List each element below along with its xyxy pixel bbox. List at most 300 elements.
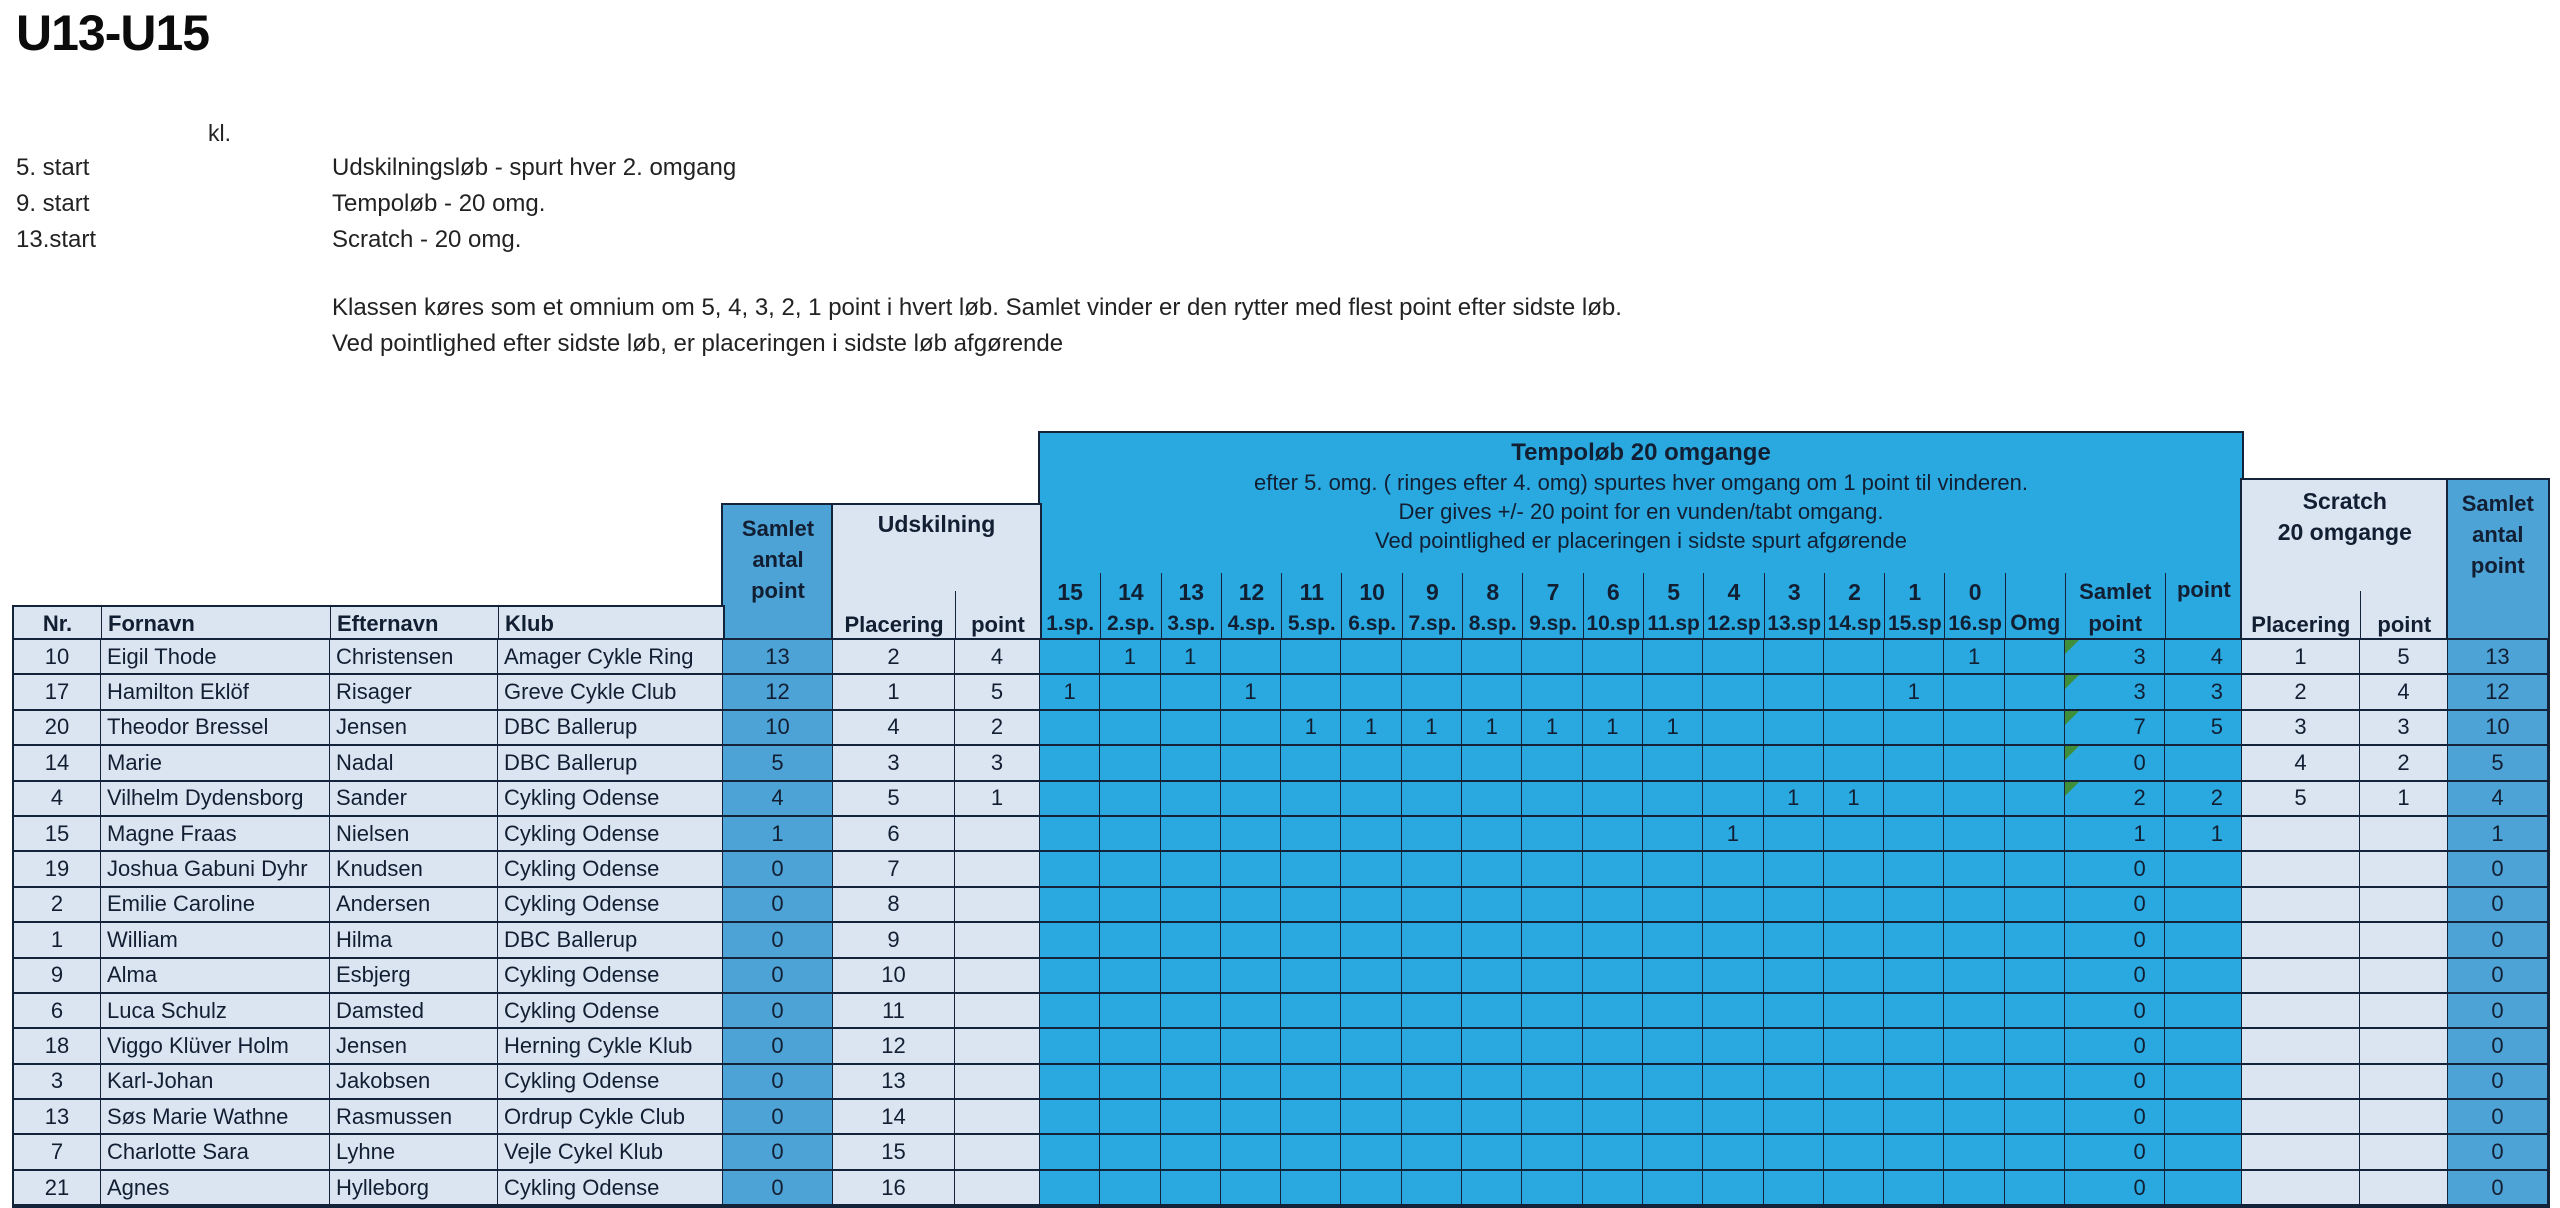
cell-scratch-placering[interactable] [2242, 994, 2360, 1029]
cell-tempo-point[interactable]: 5 [2165, 711, 2242, 746]
cell-nr[interactable]: 15 [14, 817, 101, 852]
cell-nr[interactable]: 9 [14, 959, 101, 994]
cell-sprint[interactable] [1522, 640, 1582, 675]
cell-sprint[interactable] [1824, 852, 1884, 887]
cell-sprint[interactable] [1402, 782, 1462, 817]
cell-sprint[interactable] [1884, 923, 1944, 958]
cell-udskilning-placering[interactable]: 6 [833, 817, 955, 852]
cell-udskilning-placering[interactable]: 2 [833, 640, 955, 675]
cell-nr[interactable]: 17 [14, 675, 101, 710]
cell-sprint[interactable] [1341, 1171, 1401, 1206]
cell-efternavn[interactable]: Lyhne [330, 1135, 498, 1170]
cell-sprint[interactable] [1100, 782, 1160, 817]
cell-sprint[interactable] [1884, 1100, 1944, 1135]
cell-sprint[interactable] [1703, 923, 1763, 958]
cell-samlet-antal-point-left[interactable]: 0 [723, 1135, 833, 1170]
cell-samlet-antal-point-left[interactable]: 0 [723, 888, 833, 923]
cell-samlet-antal-point-left[interactable]: 13 [723, 640, 833, 675]
cell-sprint[interactable] [1522, 994, 1582, 1029]
cell-sprint[interactable] [1764, 817, 1824, 852]
cell-sprint[interactable] [1824, 1065, 1884, 1100]
cell-scratch-placering[interactable] [2242, 852, 2360, 887]
cell-omg[interactable] [2005, 888, 2065, 923]
cell-fornavn[interactable]: Eigil Thode [101, 640, 330, 675]
cell-udskilning-point[interactable] [955, 1065, 1040, 1100]
cell-sprint[interactable] [1824, 923, 1884, 958]
cell-samlet-antal-point-left[interactable]: 4 [723, 782, 833, 817]
cell-sprint[interactable] [1703, 640, 1763, 675]
cell-omg[interactable] [2005, 852, 2065, 887]
cell-udskilning-point[interactable] [955, 994, 1040, 1029]
cell-sprint[interactable] [1583, 1100, 1643, 1135]
tempo-samlet-point-header-cell[interactable]: Samlet point [2065, 573, 2165, 640]
cell-klub[interactable]: DBC Ballerup [498, 711, 723, 746]
cell-tempo-point[interactable] [2165, 923, 2242, 958]
cell-fornavn[interactable]: Vilhelm Dydensborg [101, 782, 330, 817]
cell-fornavn[interactable]: Magne Fraas [101, 817, 330, 852]
cell-samlet-antal-point-right[interactable]: 0 [2448, 994, 2548, 1029]
cell-samlet-antal-point-left[interactable]: 0 [723, 1029, 833, 1064]
cell-sprint[interactable] [1402, 888, 1462, 923]
cell-nr[interactable]: 19 [14, 852, 101, 887]
cell-scratch-point[interactable] [2360, 994, 2448, 1029]
cell-samlet-antal-point-right[interactable]: 0 [2448, 1029, 2548, 1064]
cell-omg[interactable] [2005, 817, 2065, 852]
cell-scratch-placering[interactable]: 1 [2242, 640, 2360, 675]
cell-sprint[interactable]: 1 [1583, 711, 1643, 746]
cell-sprint[interactable] [1824, 711, 1884, 746]
cell-sprint[interactable] [1221, 817, 1281, 852]
cell-tempo-samlet-point[interactable]: 0 [2065, 746, 2165, 781]
cell-tempo-point[interactable] [2165, 1065, 2242, 1100]
cell-klub[interactable]: DBC Ballerup [498, 746, 723, 781]
cell-sprint[interactable] [1221, 640, 1281, 675]
cell-sprint[interactable] [1341, 1135, 1401, 1170]
cell-samlet-antal-point-right[interactable]: 0 [2448, 1171, 2548, 1206]
cell-sprint[interactable] [1884, 852, 1944, 887]
cell-efternavn[interactable]: Christensen [330, 640, 498, 675]
cell-tempo-samlet-point[interactable]: 2 [2065, 782, 2165, 817]
cell-tempo-samlet-point[interactable]: 0 [2065, 959, 2165, 994]
cell-sprint[interactable] [1100, 675, 1160, 710]
cell-efternavn[interactable]: Sander [330, 782, 498, 817]
cell-udskilning-point[interactable] [955, 1029, 1040, 1064]
sprint-header-cell[interactable]: 7 9.sp. [1522, 573, 1582, 640]
cell-udskilning-point[interactable] [955, 923, 1040, 958]
cell-nr[interactable]: 14 [14, 746, 101, 781]
cell-tempo-point[interactable] [2165, 888, 2242, 923]
cell-tempo-samlet-point[interactable]: 1 [2065, 817, 2165, 852]
cell-sprint[interactable] [1764, 888, 1824, 923]
cell-efternavn[interactable]: Esbjerg [330, 959, 498, 994]
nr-header[interactable]: Nr. [14, 607, 101, 640]
cell-efternavn[interactable]: Andersen [330, 888, 498, 923]
cell-sprint[interactable] [1522, 1100, 1582, 1135]
cell-samlet-antal-point-left[interactable]: 0 [723, 923, 833, 958]
cell-klub[interactable]: Amager Cykle Ring [498, 640, 723, 675]
cell-tempo-samlet-point[interactable]: 0 [2065, 1171, 2165, 1206]
cell-sprint[interactable] [1703, 852, 1763, 887]
cell-sprint[interactable] [1824, 817, 1884, 852]
cell-sprint[interactable] [1643, 1029, 1703, 1064]
cell-sprint[interactable] [1161, 888, 1221, 923]
cell-sprint[interactable] [1100, 959, 1160, 994]
cell-sprint[interactable] [1402, 640, 1462, 675]
cell-sprint[interactable] [1583, 675, 1643, 710]
cell-samlet-antal-point-right[interactable]: 4 [2448, 782, 2548, 817]
cell-sprint[interactable] [1221, 1029, 1281, 1064]
cell-samlet-antal-point-right[interactable]: 0 [2448, 888, 2548, 923]
cell-sprint[interactable] [1522, 817, 1582, 852]
cell-sprint[interactable]: 1 [1100, 640, 1160, 675]
cell-sprint[interactable] [1824, 1171, 1884, 1206]
cell-sprint[interactable] [1100, 746, 1160, 781]
cell-sprint[interactable] [1522, 923, 1582, 958]
cell-udskilning-point[interactable] [955, 1100, 1040, 1135]
cell-sprint[interactable] [1341, 1100, 1401, 1135]
cell-omg[interactable] [2005, 1100, 2065, 1135]
cell-sprint[interactable] [1462, 1171, 1522, 1206]
cell-sprint[interactable] [1643, 1100, 1703, 1135]
cell-sprint[interactable] [1221, 1100, 1281, 1135]
omg-header-cell[interactable]: Omg [2005, 573, 2065, 640]
cell-sprint[interactable] [1341, 746, 1401, 781]
cell-efternavn[interactable]: Jensen [330, 1029, 498, 1064]
cell-tempo-point[interactable] [2165, 852, 2242, 887]
cell-sprint[interactable] [1583, 888, 1643, 923]
sprint-header-cell[interactable]: 2 14.sp [1824, 573, 1884, 640]
sprint-header-cell[interactable]: 12 4.sp. [1221, 573, 1281, 640]
cell-sprint[interactable]: 1 [1341, 711, 1401, 746]
cell-sprint[interactable] [1703, 675, 1763, 710]
cell-sprint[interactable] [1764, 711, 1824, 746]
cell-sprint[interactable]: 1 [1884, 675, 1944, 710]
cell-scratch-point[interactable] [2360, 1029, 2448, 1064]
cell-samlet-antal-point-left[interactable]: 0 [723, 852, 833, 887]
cell-sprint[interactable] [1703, 1029, 1763, 1064]
cell-omg[interactable] [2005, 640, 2065, 675]
cell-nr[interactable]: 3 [14, 1065, 101, 1100]
cell-fornavn[interactable]: Emilie Caroline [101, 888, 330, 923]
cell-samlet-antal-point-right[interactable]: 12 [2448, 675, 2548, 710]
cell-scratch-placering[interactable]: 5 [2242, 782, 2360, 817]
cell-efternavn[interactable]: Hilma [330, 923, 498, 958]
cell-sprint[interactable] [1944, 817, 2004, 852]
cell-sprint[interactable] [1161, 1065, 1221, 1100]
cell-sprint[interactable] [1341, 640, 1401, 675]
cell-sprint[interactable] [1944, 959, 2004, 994]
cell-sprint[interactable] [1040, 852, 1100, 887]
cell-sprint[interactable] [1643, 959, 1703, 994]
cell-omg[interactable] [2005, 923, 2065, 958]
cell-sprint[interactable]: 1 [1402, 711, 1462, 746]
cell-sprint[interactable] [1884, 711, 1944, 746]
cell-fornavn[interactable]: Charlotte Sara [101, 1135, 330, 1170]
cell-sprint[interactable] [1643, 675, 1703, 710]
cell-sprint[interactable] [1462, 640, 1522, 675]
cell-sprint[interactable] [1884, 959, 1944, 994]
cell-scratch-placering[interactable] [2242, 923, 2360, 958]
cell-sprint[interactable] [1281, 923, 1341, 958]
cell-sprint[interactable] [1402, 1029, 1462, 1064]
cell-sprint[interactable] [1462, 1065, 1522, 1100]
cell-sprint[interactable] [1462, 1135, 1522, 1170]
cell-sprint[interactable] [1703, 1100, 1763, 1135]
cell-sprint[interactable] [1643, 1135, 1703, 1170]
cell-sprint[interactable] [1522, 888, 1582, 923]
cell-sprint[interactable] [1824, 1135, 1884, 1170]
cell-sprint[interactable] [1884, 746, 1944, 781]
cell-samlet-antal-point-right[interactable]: 10 [2448, 711, 2548, 746]
cell-efternavn[interactable]: Knudsen [330, 852, 498, 887]
cell-samlet-antal-point-right[interactable]: 0 [2448, 923, 2548, 958]
cell-sprint[interactable] [1040, 959, 1100, 994]
cell-sprint[interactable] [1281, 888, 1341, 923]
cell-scratch-placering[interactable] [2242, 1029, 2360, 1064]
cell-sprint[interactable] [1341, 782, 1401, 817]
cell-fornavn[interactable]: Theodor Bressel [101, 711, 330, 746]
cell-efternavn[interactable]: Nadal [330, 746, 498, 781]
klub-header[interactable]: Klub [498, 607, 723, 640]
cell-sprint[interactable] [1402, 1135, 1462, 1170]
cell-scratch-point[interactable] [2360, 852, 2448, 887]
cell-udskilning-point[interactable] [955, 959, 1040, 994]
sprint-header-cell[interactable]: 10 6.sp. [1341, 573, 1401, 640]
cell-scratch-point[interactable]: 4 [2360, 675, 2448, 710]
cell-sprint[interactable]: 1 [1824, 782, 1884, 817]
cell-sprint[interactable] [1522, 782, 1582, 817]
cell-sprint[interactable] [1824, 746, 1884, 781]
cell-udskilning-placering[interactable]: 1 [833, 675, 955, 710]
cell-sprint[interactable] [1402, 852, 1462, 887]
cell-sprint[interactable] [1221, 1065, 1281, 1100]
cell-efternavn[interactable]: Jensen [330, 711, 498, 746]
cell-sprint[interactable] [1703, 1065, 1763, 1100]
cell-sprint[interactable] [1944, 1065, 2004, 1100]
cell-sprint[interactable] [1040, 1171, 1100, 1206]
cell-sprint[interactable] [1221, 711, 1281, 746]
udskilning-placering-header[interactable]: Placering [844, 612, 944, 637]
cell-sprint[interactable] [1764, 959, 1824, 994]
cell-sprint[interactable] [1402, 1065, 1462, 1100]
cell-tempo-samlet-point[interactable]: 3 [2065, 675, 2165, 710]
cell-scratch-point[interactable] [2360, 923, 2448, 958]
cell-sprint[interactable] [1100, 817, 1160, 852]
cell-sprint[interactable] [1824, 888, 1884, 923]
cell-fornavn[interactable]: Alma [101, 959, 330, 994]
cell-sprint[interactable] [1522, 746, 1582, 781]
cell-sprint[interactable] [1583, 959, 1643, 994]
cell-fornavn[interactable]: William [101, 923, 330, 958]
cell-sprint[interactable] [1341, 959, 1401, 994]
cell-samlet-antal-point-left[interactable]: 0 [723, 1100, 833, 1135]
cell-tempo-point[interactable]: 4 [2165, 640, 2242, 675]
cell-sprint[interactable] [1643, 1065, 1703, 1100]
cell-sprint[interactable]: 1 [1281, 711, 1341, 746]
cell-sprint[interactable] [1522, 675, 1582, 710]
cell-nr[interactable]: 13 [14, 1100, 101, 1135]
cell-sprint[interactable] [1764, 675, 1824, 710]
cell-udskilning-placering[interactable]: 12 [833, 1029, 955, 1064]
cell-scratch-point[interactable]: 3 [2360, 711, 2448, 746]
cell-samlet-antal-point-left[interactable]: 10 [723, 711, 833, 746]
cell-tempo-point[interactable] [2165, 959, 2242, 994]
cell-sprint[interactable] [1522, 852, 1582, 887]
cell-sprint[interactable] [1281, 1100, 1341, 1135]
cell-sprint[interactable] [1281, 817, 1341, 852]
cell-sprint[interactable] [1221, 1135, 1281, 1170]
cell-samlet-antal-point-left[interactable]: 0 [723, 959, 833, 994]
cell-klub[interactable]: Cykling Odense [498, 959, 723, 994]
cell-samlet-antal-point-right[interactable]: 0 [2448, 1135, 2548, 1170]
tempo-point-header-cell[interactable]: point [2165, 573, 2242, 640]
cell-sprint[interactable] [1161, 1135, 1221, 1170]
cell-sprint[interactable] [1161, 923, 1221, 958]
cell-sprint[interactable] [1221, 888, 1281, 923]
cell-sprint[interactable] [1643, 852, 1703, 887]
cell-sprint[interactable] [1764, 852, 1824, 887]
cell-sprint[interactable] [1040, 746, 1100, 781]
cell-omg[interactable] [2005, 711, 2065, 746]
cell-sprint[interactable] [1161, 782, 1221, 817]
cell-sprint[interactable] [1462, 817, 1522, 852]
cell-sprint[interactable] [1522, 1135, 1582, 1170]
cell-scratch-placering[interactable] [2242, 1135, 2360, 1170]
cell-scratch-placering[interactable]: 2 [2242, 675, 2360, 710]
cell-sprint[interactable] [1221, 959, 1281, 994]
cell-samlet-antal-point-left[interactable]: 5 [723, 746, 833, 781]
cell-sprint[interactable] [1764, 640, 1824, 675]
cell-udskilning-point[interactable]: 3 [955, 746, 1040, 781]
cell-sprint[interactable] [1281, 782, 1341, 817]
cell-sprint[interactable] [1583, 1065, 1643, 1100]
cell-nr[interactable]: 21 [14, 1171, 101, 1206]
cell-sprint[interactable] [1884, 1171, 1944, 1206]
cell-sprint[interactable] [1462, 959, 1522, 994]
cell-tempo-point[interactable]: 3 [2165, 675, 2242, 710]
cell-udskilning-placering[interactable]: 13 [833, 1065, 955, 1100]
cell-samlet-antal-point-right[interactable]: 0 [2448, 1100, 2548, 1135]
cell-tempo-samlet-point[interactable]: 3 [2065, 640, 2165, 675]
sprint-header-cell[interactable]: 15 1.sp. [1046, 579, 1095, 635]
cell-tempo-point[interactable] [2165, 1135, 2242, 1170]
cell-sprint[interactable] [1824, 959, 1884, 994]
cell-udskilning-placering[interactable]: 4 [833, 711, 955, 746]
cell-sprint[interactable] [1462, 852, 1522, 887]
cell-sprint[interactable] [1824, 994, 1884, 1029]
cell-udskilning-point[interactable] [955, 817, 1040, 852]
cell-udskilning-placering[interactable]: 16 [833, 1171, 955, 1206]
udskilning-point-header[interactable]: point [955, 591, 1040, 640]
cell-sprint[interactable] [1161, 852, 1221, 887]
cell-sprint[interactable] [1764, 1065, 1824, 1100]
cell-sprint[interactable] [1764, 1135, 1824, 1170]
cell-sprint[interactable] [1643, 888, 1703, 923]
cell-sprint[interactable]: 1 [1764, 782, 1824, 817]
cell-sprint[interactable] [1100, 711, 1160, 746]
cell-sprint[interactable] [1221, 782, 1281, 817]
cell-omg[interactable] [2005, 959, 2065, 994]
samlet-antal-point-right-header[interactable]: Samlet antal point [2448, 480, 2548, 640]
cell-sprint[interactable] [1281, 675, 1341, 710]
cell-tempo-point[interactable] [2165, 1100, 2242, 1135]
cell-scratch-placering[interactable] [2242, 959, 2360, 994]
cell-udskilning-point[interactable]: 1 [955, 782, 1040, 817]
cell-efternavn[interactable]: Damsted [330, 994, 498, 1029]
cell-sprint[interactable] [1462, 782, 1522, 817]
cell-sprint[interactable] [1583, 1171, 1643, 1206]
cell-klub[interactable]: Cykling Odense [498, 782, 723, 817]
cell-sprint[interactable] [1341, 1029, 1401, 1064]
cell-samlet-antal-point-right[interactable]: 1 [2448, 817, 2548, 852]
cell-tempo-point[interactable]: 1 [2165, 817, 2242, 852]
cell-sprint[interactable] [1643, 782, 1703, 817]
cell-scratch-placering[interactable] [2242, 888, 2360, 923]
cell-sprint[interactable] [1643, 817, 1703, 852]
cell-sprint[interactable] [1221, 852, 1281, 887]
cell-scratch-placering[interactable]: 4 [2242, 746, 2360, 781]
cell-omg[interactable] [2005, 675, 2065, 710]
cell-fornavn[interactable]: Hamilton Eklöf [101, 675, 330, 710]
cell-omg[interactable] [2005, 782, 2065, 817]
cell-tempo-point[interactable] [2165, 746, 2242, 781]
cell-sprint[interactable] [1703, 1135, 1763, 1170]
cell-sprint[interactable] [1703, 746, 1763, 781]
cell-sprint[interactable] [1643, 746, 1703, 781]
cell-tempo-samlet-point[interactable]: 0 [2065, 852, 2165, 887]
cell-sprint[interactable] [1221, 1171, 1281, 1206]
cell-sprint[interactable] [1100, 994, 1160, 1029]
cell-klub[interactable]: Ordrup Cykle Club [498, 1100, 723, 1135]
cell-samlet-antal-point-left[interactable]: 1 [723, 817, 833, 852]
cell-sprint[interactable] [1944, 711, 2004, 746]
cell-sprint[interactable] [1944, 746, 2004, 781]
cell-sprint[interactable] [1583, 1135, 1643, 1170]
cell-sprint[interactable] [1040, 1065, 1100, 1100]
cell-udskilning-point[interactable]: 4 [955, 640, 1040, 675]
cell-sprint[interactable] [1341, 888, 1401, 923]
cell-sprint[interactable] [1884, 1065, 1944, 1100]
cell-nr[interactable]: 18 [14, 1029, 101, 1064]
cell-sprint[interactable] [1884, 888, 1944, 923]
cell-scratch-point[interactable] [2360, 1065, 2448, 1100]
cell-udskilning-placering[interactable]: 14 [833, 1100, 955, 1135]
cell-sprint[interactable] [1100, 852, 1160, 887]
cell-sprint[interactable] [1703, 994, 1763, 1029]
cell-sprint[interactable] [1281, 1065, 1341, 1100]
cell-klub[interactable]: Cykling Odense [498, 888, 723, 923]
cell-sprint[interactable] [1402, 1171, 1462, 1206]
cell-sprint[interactable] [1040, 711, 1100, 746]
cell-sprint[interactable] [1281, 1171, 1341, 1206]
cell-sprint[interactable] [1402, 675, 1462, 710]
cell-sprint[interactable] [1703, 711, 1763, 746]
cell-sprint[interactable] [1040, 888, 1100, 923]
cell-sprint[interactable] [1944, 1100, 2004, 1135]
cell-sprint[interactable] [1100, 888, 1160, 923]
scratch-placering-header[interactable]: Placering [2251, 612, 2351, 637]
cell-sprint[interactable] [1522, 1171, 1582, 1206]
cell-udskilning-placering[interactable]: 5 [833, 782, 955, 817]
cell-sprint[interactable]: 1 [1944, 640, 2004, 675]
cell-efternavn[interactable]: Rasmussen [330, 1100, 498, 1135]
cell-sprint[interactable]: 1 [1703, 817, 1763, 852]
cell-sprint[interactable] [1040, 782, 1100, 817]
cell-sprint[interactable]: 1 [1221, 675, 1281, 710]
cell-udskilning-point[interactable]: 2 [955, 711, 1040, 746]
cell-tempo-point[interactable] [2165, 994, 2242, 1029]
cell-sprint[interactable] [1703, 888, 1763, 923]
